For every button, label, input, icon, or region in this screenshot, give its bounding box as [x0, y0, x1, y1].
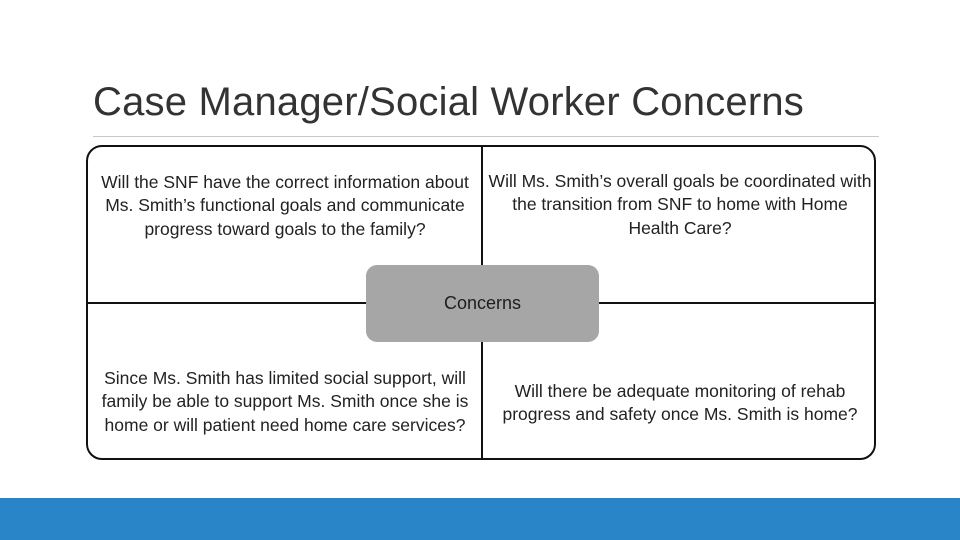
quadrant-top-right-text: Will Ms. Smith’s overall goals be coordinated with the transition from SNF to home with Home Health Care?	[488, 170, 872, 238]
vertical-divider-top	[481, 147, 483, 265]
horizontal-divider-left	[88, 302, 366, 304]
quadrant-bottom-left	[96, 355, 474, 449]
quadrant-top-right	[488, 170, 872, 240]
center-label: Concerns	[443, 293, 522, 313]
quadrant-bottom-left-text: Since Ms. Smith has limited social support, will family be able to support Ms. Smith once she is home or will patient need home care services?	[101, 367, 469, 435]
quadrant-top-left	[96, 160, 474, 252]
quadrant-top-left-text: Will the SNF have the correct information about Ms. Smith’s functional goals and communicate progress toward goals to the family?	[101, 171, 469, 239]
footer-accent-bar	[0, 498, 960, 540]
vertical-divider-bottom	[481, 342, 483, 459]
title-divider	[93, 136, 879, 137]
quadrant-bottom-right	[488, 368, 872, 438]
horizontal-divider-right	[599, 302, 875, 304]
center-concerns-box	[366, 265, 599, 342]
slide-title: Case Manager/Social Worker Concerns	[93, 80, 805, 124]
quadrant-bottom-right-text: Will there be adequate monitoring of rehab progress and safety once Ms. Smith is home?	[502, 380, 858, 424]
